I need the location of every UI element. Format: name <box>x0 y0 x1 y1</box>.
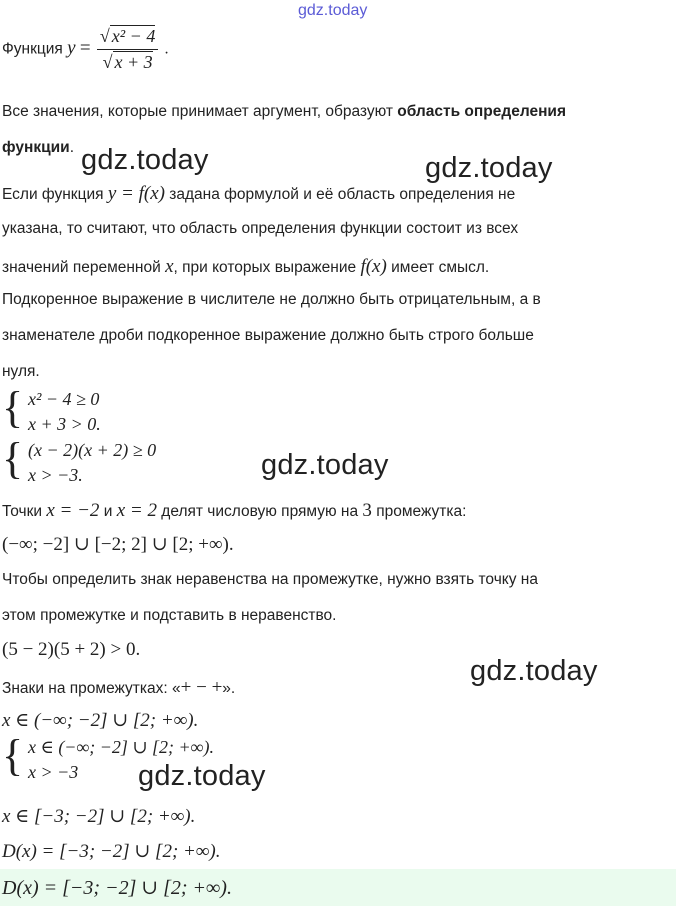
math-inline: x <box>165 256 174 277</box>
answer-box <box>0 869 676 906</box>
system-row: x > −3 <box>28 762 79 782</box>
text: имеет смысл. <box>386 259 490 276</box>
text: промежутка: <box>371 503 467 520</box>
text-line: Подкоренное выражение в числителе не должно быть отрицательным, а в <box>2 291 541 308</box>
math-inline: + − + <box>180 677 223 698</box>
text-line: знаменателе дроби подкоренное выражение должно быть строго больше <box>2 327 534 344</box>
function-dot: . <box>164 40 169 58</box>
math-inline: y = f(x) <box>107 183 165 204</box>
function-eq: = <box>79 37 91 59</box>
paragraph-points <box>2 500 466 522</box>
text: делят числовую прямую на <box>156 503 363 520</box>
text: значений переменной <box>2 259 166 276</box>
system-row: (x − 2)(x + 2) ≥ 0 <box>28 440 157 460</box>
paragraph-signs <box>2 677 235 699</box>
math-inline: x = 2 <box>116 500 157 521</box>
intervals-formula: (−∞; −2] ∪ [−2; 2] ∪ [2; +∞). <box>2 534 234 555</box>
top-watermark: gdz.today <box>298 2 368 19</box>
system-row: x > −3. <box>28 465 83 485</box>
text-line: нуля. <box>2 363 40 380</box>
text: Все значения, которые принимает аргумент, образуют <box>2 103 398 120</box>
function-intro: Функция <box>2 40 63 58</box>
text: и <box>99 503 117 520</box>
math-inline: 3 <box>362 500 372 521</box>
function-fraction: $\frac{\text{√ x² − 4}}{√ x + 3}$ <box>97 26 158 73</box>
watermark: gdz.today <box>81 144 209 176</box>
check-formula: (5 − 2)(5 + 2) > 0. <box>2 639 141 660</box>
math-inline: x = −2 <box>46 500 100 521</box>
watermark: gdz.today <box>261 449 389 481</box>
function-definition <box>2 26 169 73</box>
system-row: x ∈ (−∞; −2] ∪ [2; +∞). <box>28 737 214 757</box>
solution-1: x ∈ (−∞; −2] ∪ [2; +∞). <box>2 710 199 731</box>
text: Точки <box>2 503 47 520</box>
system-row: x² − 4 ≥ 0 <box>28 389 100 409</box>
paragraph-rule <box>2 183 515 205</box>
domain-answer: D(x) = [−3; −2] ∪ [2; +∞). <box>2 877 232 899</box>
text: Знаки на промежутках: « <box>2 680 181 697</box>
paragraph-definition-cont <box>2 139 74 157</box>
function-y: y <box>67 37 76 59</box>
text: , при которых выражение <box>173 259 361 276</box>
bold-term: область определения <box>397 103 567 120</box>
text-line: указана, то считают, что область определения функции состоит из всех <box>2 220 519 237</box>
bold-term: функции <box>2 139 70 156</box>
solution-2: x ∈ [−3; −2] ∪ [2; +∞). <box>2 806 196 827</box>
math-inline: f(x) <box>360 256 387 277</box>
watermark: gdz.today <box>425 152 553 184</box>
text: Если функция <box>2 186 108 203</box>
paragraph-variable <box>2 256 489 278</box>
text-line: этом промежутке и подставить в неравенство. <box>2 607 337 624</box>
text-line: Чтобы определить знак неравенства на промежутке, нужно взять точку на <box>2 571 538 588</box>
system-row: x + 3 > 0. <box>28 414 101 434</box>
fraction-numerator: x² − 4 <box>111 26 156 46</box>
watermark: gdz.today <box>138 760 266 792</box>
text: . <box>69 139 74 156</box>
paragraph-definition <box>2 103 566 121</box>
domain-formula: D(x) = [−3; −2] ∪ [2; +∞). <box>2 841 221 862</box>
text: ». <box>222 680 236 697</box>
watermark: gdz.today <box>470 655 598 687</box>
fraction-denominator: x + 3 <box>114 52 153 72</box>
text: задана формулой и её область определения не <box>164 186 516 203</box>
